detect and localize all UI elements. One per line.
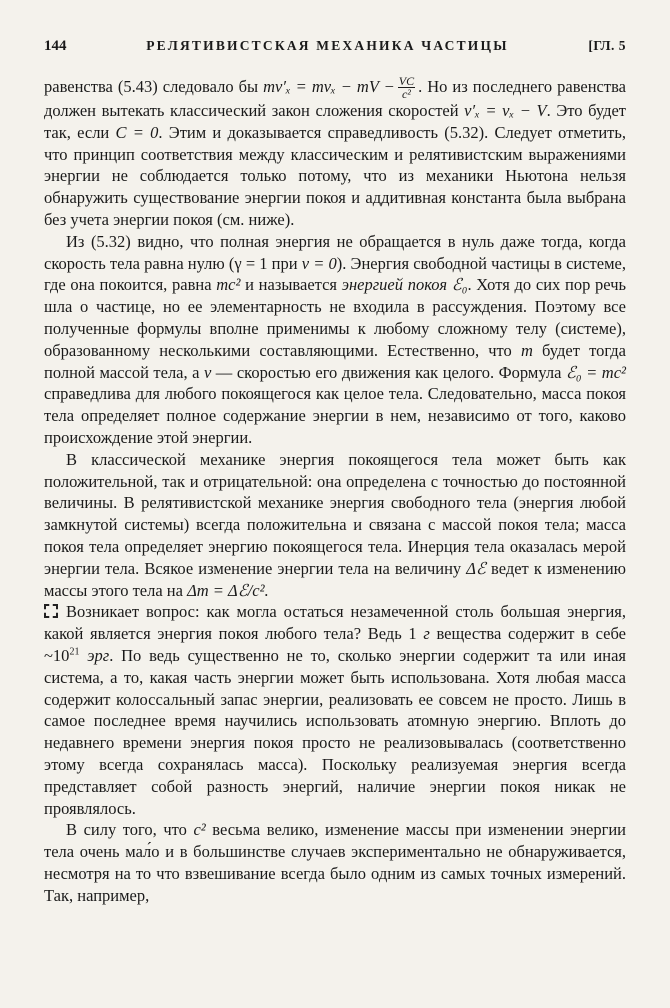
paragraph-1 — [44, 75, 626, 231]
formula: Δm = Δℰ/c². — [187, 580, 269, 600]
unit: эрг — [87, 645, 110, 665]
fraction-numerator: VC — [398, 74, 415, 88]
formula: ℰ₀ — [451, 275, 468, 295]
page-number: 144 — [44, 38, 67, 54]
paragraph-5 — [44, 819, 626, 906]
book-page — [44, 38, 626, 906]
body-text — [44, 75, 626, 906]
formula: c² — [193, 820, 206, 840]
formula: v = 0 — [301, 253, 337, 273]
text-run: . По ведь существенно не то, сколько энергии содержит та или иная система, а то, какая часть энергии может быть использована. Хотя любая масса содержит колоссальный запас энергии, реализовать ее совсем не просто. Лишь в самое последнее время научились использовать атомную энергию. Вплоть до недавнего времени энергия покоя просто не реализовывалась (соответственно этому всегда сохранялась масса). Поскольку реализуемая энергия всегда представляет собой разность энергий, наличие энергии покоя никак не проявлялось. — [44, 645, 627, 818]
text-run: весьма велико, изменение массы при изменении энергии тела очень мал́о и в большинстве случаев экспериментально не обнаруживается, несмотря на то что взвешивание всегда было одним из самых точных измерений. Так, например, — [44, 820, 626, 905]
text-run: . Этим и доказывается справедливость (5.32). Следует отметить, что принцип соответствия между классическим и релятивистским выражениями энергии не соблюдается только потому, что из механики Ньютона нельзя обнаружить существование энергии покоя и аддитивная константа была выбрана без учета энергии покоя (см. ниже). — [44, 122, 627, 229]
formula: v — [203, 362, 212, 382]
text-run: будет тогда полной массой тела, а — [44, 340, 626, 382]
running-title: РЕЛЯТИВИСТСКАЯ МЕХАНИКА ЧАСТИЦЫ — [146, 38, 509, 53]
text-run: равенства (5.43) следовало бы — [44, 77, 264, 96]
text-run: Но из последнего равенства должен вытекать классический закон сложения скоростей — [44, 77, 626, 120]
text-run: В силу того, что — [66, 820, 194, 840]
punct: . — [418, 77, 423, 96]
formula: ℰ₀ = mc² — [565, 362, 626, 382]
page-header — [44, 38, 626, 55]
formula: mv′ₓ = mvₓ − mV − — [263, 77, 395, 96]
chapter-label: [ГЛ. 5 — [588, 38, 626, 53]
text-run: ведет к изменению массы этого тела на — [44, 558, 626, 600]
text-run: . Хотя до сих пор речь шла о частице, но ее элементарность не входила в рассуждения. Поэтому все полученные формулы вполне применимы к любому сложному телу (системе), образованному несколькими составляющими. Естественно, что — [44, 275, 627, 360]
formula: mc² — [216, 275, 241, 295]
unit: г — [423, 624, 430, 644]
fraction-denominator: c² — [401, 87, 411, 101]
emphasis: энергией покоя — [341, 275, 448, 295]
text-run: Возникает вопрос: как могла остаться незамеченной столь большая энергия, какой является энергия покоя любого тела? Ведь 1 — [44, 602, 626, 644]
formula: m — [520, 340, 533, 360]
text-run: справедлива для любого покоящегося как целое тела. Следовательно, масса покоя тела определяет полное содержание энергии в нем, независимо от того, каково происхождение этой энергии. — [44, 384, 626, 447]
formula: Δℰ — [466, 558, 486, 578]
margin-bracket-icon — [44, 604, 58, 618]
fraction — [398, 75, 415, 100]
paragraph-2 — [44, 231, 626, 449]
text-run: Из (5.32) видно, что полная энергия не обращается в нуль даже тогда, когда скорость тела равна нулю (γ = 1 при — [44, 231, 626, 273]
text-run: В классической механике энергия покоящегося тела может быть как положительной, так и отрицательной: она определена с точностью до постоянной величины. В релятивистской механике энергия свободного тела (энергия любой замкнутой системы) всегда положительна и связана с массой покоя тела; масса покоя тела определяет энергию покоящегося тела. Инерция тела оказалась мерой энергии тела. Всякое изменение энергии тела на величину — [44, 449, 626, 578]
text-run: . Это будет так, если — [44, 101, 627, 142]
text-run: и называется — [240, 275, 342, 295]
formula: v′ₓ = vₓ − V — [464, 101, 547, 120]
text-run: ). Энергия свободной частицы в системе, где она покоится, равна — [44, 253, 626, 295]
paragraph-3 — [44, 449, 626, 602]
exponent: 21 — [69, 646, 80, 658]
text-run: вещества содержит в себе ~10 — [44, 624, 626, 665]
formula: C = 0 — [115, 122, 159, 142]
paragraph-4 — [44, 601, 626, 819]
text-run: — скоростью его движения как целого. Формула — [211, 362, 566, 382]
